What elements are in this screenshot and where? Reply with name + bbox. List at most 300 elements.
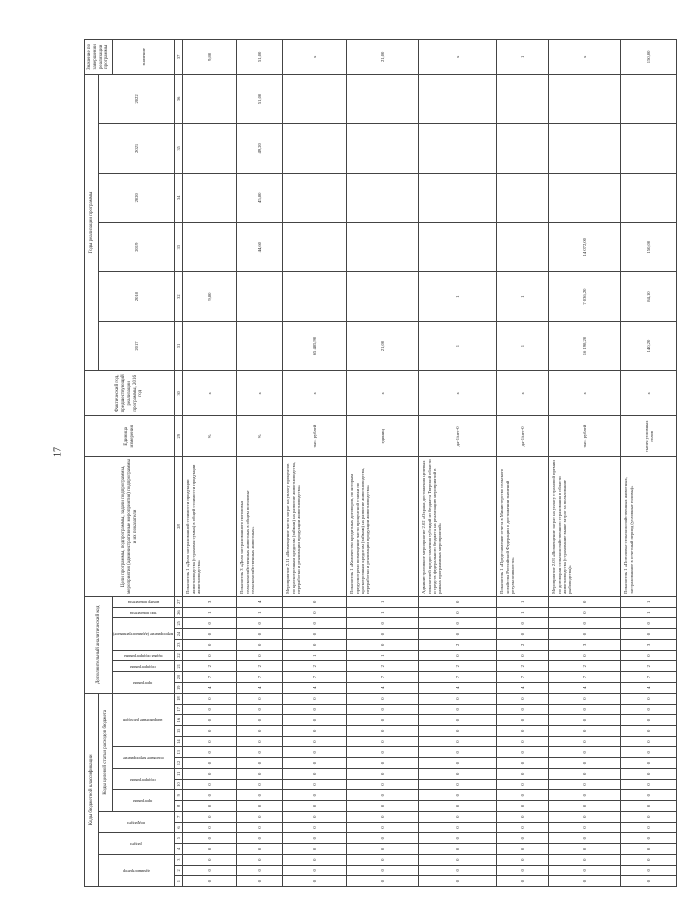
- code-cell: 0: [283, 768, 347, 779]
- code-cell: 0: [497, 801, 549, 812]
- year-value-cell: [419, 222, 497, 271]
- code-cell: 0: [347, 704, 419, 715]
- code-cell: 0: [419, 822, 497, 833]
- year-value-cell: 65 485,90: [283, 321, 347, 370]
- code-cell: 0: [347, 844, 419, 855]
- code-cell: 0: [497, 693, 549, 704]
- code-cell: 0: [549, 747, 621, 758]
- code-cell: 0: [549, 833, 621, 844]
- code-cell: 0: [283, 596, 347, 607]
- code-cell: 7: [347, 672, 419, 683]
- final-value-cell: 150,00: [621, 40, 677, 75]
- column-number: 29: [175, 416, 183, 457]
- table-row: [497, 40, 549, 887]
- code-cell: 0: [347, 629, 419, 640]
- year-value-cell: [497, 74, 549, 123]
- code-cell: 0: [497, 747, 549, 758]
- code-cell: 0: [419, 876, 497, 887]
- code-cell: 3: [621, 639, 677, 650]
- year-2018-header: 2018: [99, 272, 175, 321]
- code-cell: 0: [497, 618, 549, 629]
- fact-cell: х: [237, 371, 283, 416]
- code-cell: 0: [183, 736, 237, 747]
- code-cell: 0: [497, 650, 549, 661]
- prog-class-header: Дополнительный аналитический код: [85, 596, 113, 693]
- code-cell: 0: [283, 822, 347, 833]
- col-indicator-no: номер показателя: [113, 596, 175, 607]
- col-direction: направление расходов: [113, 693, 175, 747]
- code-cell: 0: [347, 865, 419, 876]
- year-value-cell: 84,10: [621, 272, 677, 321]
- year-value-cell: [347, 222, 419, 271]
- code-cell: 0: [183, 704, 237, 715]
- code-cell: 1: [621, 596, 677, 607]
- code-cell: 0: [497, 629, 549, 640]
- goal-cell: Мероприятие 2.03 «Возмещение затрат на уплату страховой премии по договорам сельскохозяйственного страхования в области животноводства (страхование выше затрат за пользование рыбоводства)»: [549, 457, 621, 597]
- code-cell: 0: [621, 790, 677, 801]
- code-cell: 0: [283, 693, 347, 704]
- code-cell: 0: [419, 618, 497, 629]
- fact-header: Фактический год, предшествующий реализации программы, 2016 год: [85, 371, 175, 416]
- year-value-cell: [621, 124, 677, 173]
- column-number: 5: [175, 833, 183, 844]
- year-value-cell: [549, 74, 621, 123]
- column-number: 25: [175, 618, 183, 629]
- program-table-body: [183, 40, 677, 887]
- code-cell: 3: [183, 596, 237, 607]
- code-cell: 0: [283, 865, 347, 876]
- code-cell: 7: [621, 672, 677, 683]
- col-grbs: администратор: [99, 854, 175, 886]
- goal-cell: Показатель 1 «Количество кредитных договоров, по которым предусмотрено возмещение части процентной ставки по краткосрочным кредитам (займам) на развитие животноводства, переработки и реализации продукции животноводства»: [347, 457, 419, 597]
- code-cell: 0: [549, 736, 621, 747]
- final-value-cell: 9,80: [183, 40, 237, 75]
- code-cell: 0: [237, 811, 283, 822]
- code-cell: 0: [549, 790, 621, 801]
- column-number: 28: [175, 457, 183, 597]
- year-value-cell: 45,80: [237, 173, 283, 222]
- code-cell: 0: [621, 629, 677, 640]
- final-value-cell: х: [419, 40, 497, 75]
- code-cell: 0: [497, 736, 549, 747]
- code-cell: 0: [183, 822, 237, 833]
- code-cell: 0: [621, 865, 677, 876]
- code-cell: 0: [549, 607, 621, 618]
- unit-cell: тыс. рублей: [549, 416, 621, 457]
- code-cell: 0: [621, 747, 677, 758]
- column-number: 21: [175, 661, 183, 672]
- code-cell: 0: [183, 876, 237, 887]
- code-cell: 4: [237, 596, 283, 607]
- years-group-header: Годы реализации программы: [85, 74, 99, 371]
- code-cell: 0: [237, 736, 283, 747]
- code-cell: 4: [283, 682, 347, 693]
- code-cell: 0: [183, 693, 237, 704]
- fact-cell: х: [549, 371, 621, 416]
- code-cell: 0: [419, 811, 497, 822]
- code-cell: 1: [347, 607, 419, 618]
- code-cell: 0: [347, 639, 419, 650]
- column-number: 23: [175, 639, 183, 650]
- year-value-cell: 140,20: [621, 321, 677, 370]
- year-value-cell: [497, 173, 549, 222]
- code-cell: 0: [419, 801, 497, 812]
- year-value-cell: 16 198,20: [549, 321, 621, 370]
- code-cell: 0: [183, 758, 237, 769]
- codes-group-header: Коды бюджетной классификации: [85, 693, 99, 886]
- year-value-cell: 150,00: [621, 222, 677, 271]
- code-cell: 0: [283, 844, 347, 855]
- column-number: 7: [175, 811, 183, 822]
- column-number: 36: [175, 74, 183, 123]
- column-number: 12: [175, 758, 183, 769]
- code-cell: 0: [183, 833, 237, 844]
- column-number: 6: [175, 822, 183, 833]
- code-cell: 0: [183, 790, 237, 801]
- code-cell: 0: [237, 833, 283, 844]
- code-cell: 0: [419, 844, 497, 855]
- code-cell: 0: [549, 618, 621, 629]
- code-cell: 0: [283, 876, 347, 887]
- year-value-cell: [237, 272, 283, 321]
- code-cell: 0: [549, 876, 621, 887]
- code-cell: 0: [237, 876, 283, 887]
- code-cell: 0: [237, 854, 283, 865]
- code-cell: 0: [549, 768, 621, 779]
- code-cell: 0: [497, 725, 549, 736]
- year-value-cell: [549, 173, 621, 222]
- year-2021-header: 2021: [99, 124, 175, 173]
- year-value-cell: 1: [497, 272, 549, 321]
- column-numbers-row: [175, 40, 183, 887]
- final-header: Значение по завершении реализации программы: [85, 40, 113, 75]
- code-cell: 0: [419, 747, 497, 758]
- code-cell: 0: [497, 790, 549, 801]
- code-cell: 0: [621, 876, 677, 887]
- year-value-cell: [621, 74, 677, 123]
- rotated-program-table-sheet: [84, 39, 654, 887]
- code-cell: 0: [621, 758, 677, 769]
- year-value-cell: [283, 124, 347, 173]
- fact-cell: х: [283, 371, 347, 416]
- year-value-cell: [419, 74, 497, 123]
- code-cell: 2: [347, 661, 419, 672]
- year-value-cell: [347, 124, 419, 173]
- col-program: программа: [113, 790, 175, 811]
- code-cell: 0: [283, 747, 347, 758]
- column-number: 19: [175, 682, 183, 693]
- code-cell: 0: [419, 768, 497, 779]
- year-value-cell: 9,80: [183, 272, 237, 321]
- code-cell: 0: [621, 715, 677, 726]
- code-cell: 0: [183, 725, 237, 736]
- year-value-cell: [283, 173, 347, 222]
- col-razdel: раздел: [99, 833, 175, 854]
- fact-cell: х: [183, 371, 237, 416]
- code-cell: 0: [621, 736, 677, 747]
- column-number: 9: [175, 790, 183, 801]
- code-cell: 0: [183, 650, 237, 661]
- year-value-cell: [283, 222, 347, 271]
- column-number: 27: [175, 596, 183, 607]
- year-value-cell: [183, 222, 237, 271]
- code-cell: 7: [283, 672, 347, 683]
- goal-header: Цели программы, подпрограммы, задачи подпрограммы, мероприятия (административные мероприятия) подпрограммы и их показатели: [85, 457, 175, 597]
- code-cell: 4: [419, 682, 497, 693]
- code-cell: 0: [183, 629, 237, 640]
- column-number: 2: [175, 865, 183, 876]
- column-number: 18: [175, 693, 183, 704]
- table-row: [183, 40, 237, 887]
- col-subprogram: подпрограмма: [113, 768, 175, 789]
- year-value-cell: 49,20: [237, 124, 283, 173]
- code-cell: 0: [183, 854, 237, 865]
- column-number: 17: [175, 704, 183, 715]
- code-cell: 0: [419, 607, 497, 618]
- year-2017-header: 2017: [99, 321, 175, 370]
- code-cell: 0: [283, 629, 347, 640]
- code-cell: 0: [283, 854, 347, 865]
- code-cell: 0: [497, 822, 549, 833]
- code-cell: 0: [237, 629, 283, 640]
- year-value-cell: [497, 222, 549, 271]
- code-cell: 0: [549, 650, 621, 661]
- unit-cell: %: [183, 416, 237, 457]
- year-value-cell: [419, 124, 497, 173]
- code-cell: 0: [549, 758, 621, 769]
- code-cell: 0: [419, 779, 497, 790]
- code-cell: 0: [621, 693, 677, 704]
- code-cell: 0: [549, 725, 621, 736]
- code-cell: 0: [283, 758, 347, 769]
- year-value-cell: [347, 173, 419, 222]
- code-cell: 0: [621, 844, 677, 855]
- goal-cell: Показатель 1 «Представление отчета в Министерство сельского хозяйства Российской Федерации о достижении значений результативности»: [497, 457, 549, 597]
- code-cell: 1: [237, 607, 283, 618]
- year-value-cell: 21,00: [347, 321, 419, 370]
- code-cell: 0: [347, 715, 419, 726]
- table-row: [283, 40, 347, 887]
- year-value-cell: 7 036,20: [549, 272, 621, 321]
- code-cell: 4: [183, 682, 237, 693]
- column-number: 34: [175, 173, 183, 222]
- code-cell: 4: [237, 682, 283, 693]
- column-number: 10: [175, 779, 183, 790]
- code-cell: 0: [347, 833, 419, 844]
- page-number: 17: [52, 447, 64, 457]
- code-cell: 0: [347, 725, 419, 736]
- code-cell: 0: [347, 768, 419, 779]
- code-cell: 2: [549, 661, 621, 672]
- code-cell: 0: [283, 639, 347, 650]
- column-number: 31: [175, 321, 183, 370]
- code-cell: 0: [621, 854, 677, 865]
- code-cell: 0: [549, 822, 621, 833]
- column-number: 3: [175, 854, 183, 865]
- year-value-cell: 1: [419, 272, 497, 321]
- unit-cell: %: [237, 416, 283, 457]
- unit-cell: тысяч условных голов: [621, 416, 677, 457]
- code-cell: 0: [549, 704, 621, 715]
- code-cell: 0: [549, 865, 621, 876]
- code-cell: 0: [183, 865, 237, 876]
- code-cell: 0: [497, 811, 549, 822]
- unit-cell: единиц: [347, 416, 419, 457]
- column-number: 8: [175, 801, 183, 812]
- code-cell: 0: [183, 811, 237, 822]
- code-cell: 0: [419, 596, 497, 607]
- code-cell: 0: [621, 801, 677, 812]
- code-cell: 0: [419, 854, 497, 865]
- code-cell: 4: [497, 682, 549, 693]
- code-cell: 2: [419, 639, 497, 650]
- column-number: 37: [175, 40, 183, 75]
- code-cell: 0: [419, 704, 497, 715]
- column-number: 14: [175, 736, 183, 747]
- goal-cell: Показатель 1 «Поголовье сельскохозяйственных животных, застрахованное в отчетный период (условные головы)»: [621, 457, 677, 597]
- code-cell: 1: [283, 650, 347, 661]
- code-cell: 0: [497, 779, 549, 790]
- code-cell: 0: [183, 779, 237, 790]
- column-number: 22: [175, 650, 183, 661]
- table-row: [419, 40, 497, 887]
- year-value-cell: [497, 124, 549, 173]
- code-cell: 0: [347, 822, 419, 833]
- column-number: 20: [175, 672, 183, 683]
- code-cell: 0: [419, 736, 497, 747]
- goal-cell: Показатель 1 «Доля застрахованной стоимости продукции животноводства (страховая сумма) в общей стоимости продукции животноводства»: [183, 457, 237, 597]
- code-cell: 0: [237, 822, 283, 833]
- year-value-cell: 51,00: [237, 74, 283, 123]
- code-cell: 0: [549, 811, 621, 822]
- final-value-cell: х: [549, 40, 621, 75]
- year-2020-header: 2020: [99, 173, 175, 222]
- code-cell: 0: [237, 650, 283, 661]
- code-cell: 0: [497, 704, 549, 715]
- code-cell: 0: [237, 790, 283, 801]
- code-cell: 0: [419, 650, 497, 661]
- code-cell: 0: [549, 844, 621, 855]
- code-cell: 0: [621, 650, 677, 661]
- code-cell: 0: [237, 844, 283, 855]
- code-cell: 0: [549, 629, 621, 640]
- code-cell: 0: [621, 618, 677, 629]
- unit-cell: да-1/нет-0: [419, 416, 497, 457]
- year-value-cell: 1: [419, 321, 497, 370]
- column-number: 24: [175, 629, 183, 640]
- fact-cell: х: [419, 371, 497, 416]
- year-value-cell: 14 072,00: [549, 222, 621, 271]
- final-value-cell: 21,00: [347, 40, 419, 75]
- code-cell: 1: [621, 607, 677, 618]
- code-cell: 0: [497, 854, 549, 865]
- code-cell: 0: [419, 790, 497, 801]
- code-cell: 0: [549, 596, 621, 607]
- year-2019-header: 2019: [99, 222, 175, 271]
- code-cell: 0: [347, 758, 419, 769]
- code-cell: 0: [621, 833, 677, 844]
- code-cell: 7: [183, 672, 237, 683]
- code-cell: 0: [183, 639, 237, 650]
- code-cell: 7: [419, 672, 497, 683]
- code-cell: 0: [237, 639, 283, 650]
- code-cell: 0: [419, 865, 497, 876]
- goal-cell: Административное мероприятие 2.02 «Охрана достижения целевых показателей предоставления субсидий из бюджета Тверской области и средств федерального бюджета на реализацию мероприятий в рамках программных мероприятий»: [419, 457, 497, 597]
- column-number: 33: [175, 222, 183, 271]
- code-cell: 0: [549, 854, 621, 865]
- year-value-cell: [183, 173, 237, 222]
- code-cell: 1: [497, 596, 549, 607]
- year-value-cell: [621, 173, 677, 222]
- code-cell: 0: [183, 747, 237, 758]
- code-cell: 1: [183, 607, 237, 618]
- col-podrazdel: подраздел: [99, 811, 175, 832]
- code-cell: 1: [347, 596, 419, 607]
- col-main-event: основное мероприятие: [113, 747, 175, 768]
- code-cell: 2: [621, 661, 677, 672]
- year-value-cell: 1: [497, 321, 549, 370]
- code-cell: 0: [549, 779, 621, 790]
- code-cell: 0: [283, 618, 347, 629]
- code-cell: 0: [347, 801, 419, 812]
- code-cell: 0: [347, 876, 419, 887]
- code-cell: 0: [237, 725, 283, 736]
- code-cell: 0: [183, 715, 237, 726]
- code-cell: 0: [283, 833, 347, 844]
- code-cell: 0: [497, 833, 549, 844]
- year-value-cell: [347, 74, 419, 123]
- col-event: мероприятие (административное): [113, 618, 175, 650]
- code-cell: 0: [237, 801, 283, 812]
- year-2022-header: 2022: [99, 74, 175, 123]
- year-value-cell: 44,60: [237, 222, 283, 271]
- code-cell: 0: [347, 854, 419, 865]
- year-value-cell: [183, 124, 237, 173]
- code-cell: 0: [237, 865, 283, 876]
- code-cell: 0: [347, 779, 419, 790]
- code-cell: 2: [497, 661, 549, 672]
- table-row: [549, 40, 621, 887]
- code-cell: 0: [621, 811, 677, 822]
- code-cell: 0: [497, 844, 549, 855]
- code-cell: 0: [621, 725, 677, 736]
- code-cell: 2: [497, 639, 549, 650]
- col-indicator-type: тип показателя: [113, 607, 175, 618]
- code-cell: 4: [621, 682, 677, 693]
- code-cell: 0: [237, 747, 283, 758]
- column-number: 30: [175, 371, 183, 416]
- code-cell: 0: [347, 736, 419, 747]
- code-cell: 0: [283, 801, 347, 812]
- col-subprog-code: подпрограмма: [113, 661, 175, 672]
- code-cell: 0: [283, 725, 347, 736]
- column-number: 16: [175, 715, 183, 726]
- column-number: 32: [175, 272, 183, 321]
- code-cell: 1: [497, 607, 549, 618]
- code-cell: 0: [237, 758, 283, 769]
- code-cell: 0: [283, 704, 347, 715]
- code-cell: 0: [497, 758, 549, 769]
- code-cell: 0: [347, 618, 419, 629]
- goal-cell: Мероприятие 2.11 «Возмещение части затрат на уплату процентов по краткосрочным кредитам (займам) на развитие животноводства, переработки и реализации продукции животноводства»: [283, 457, 347, 597]
- code-cell: 0: [183, 618, 237, 629]
- year-value-cell: [183, 74, 237, 123]
- code-cell: 0: [347, 747, 419, 758]
- code-cell: 0: [549, 801, 621, 812]
- col-task: задача подпрограммы: [113, 650, 175, 661]
- code-cell: 0: [497, 768, 549, 779]
- code-cell: 4: [347, 682, 419, 693]
